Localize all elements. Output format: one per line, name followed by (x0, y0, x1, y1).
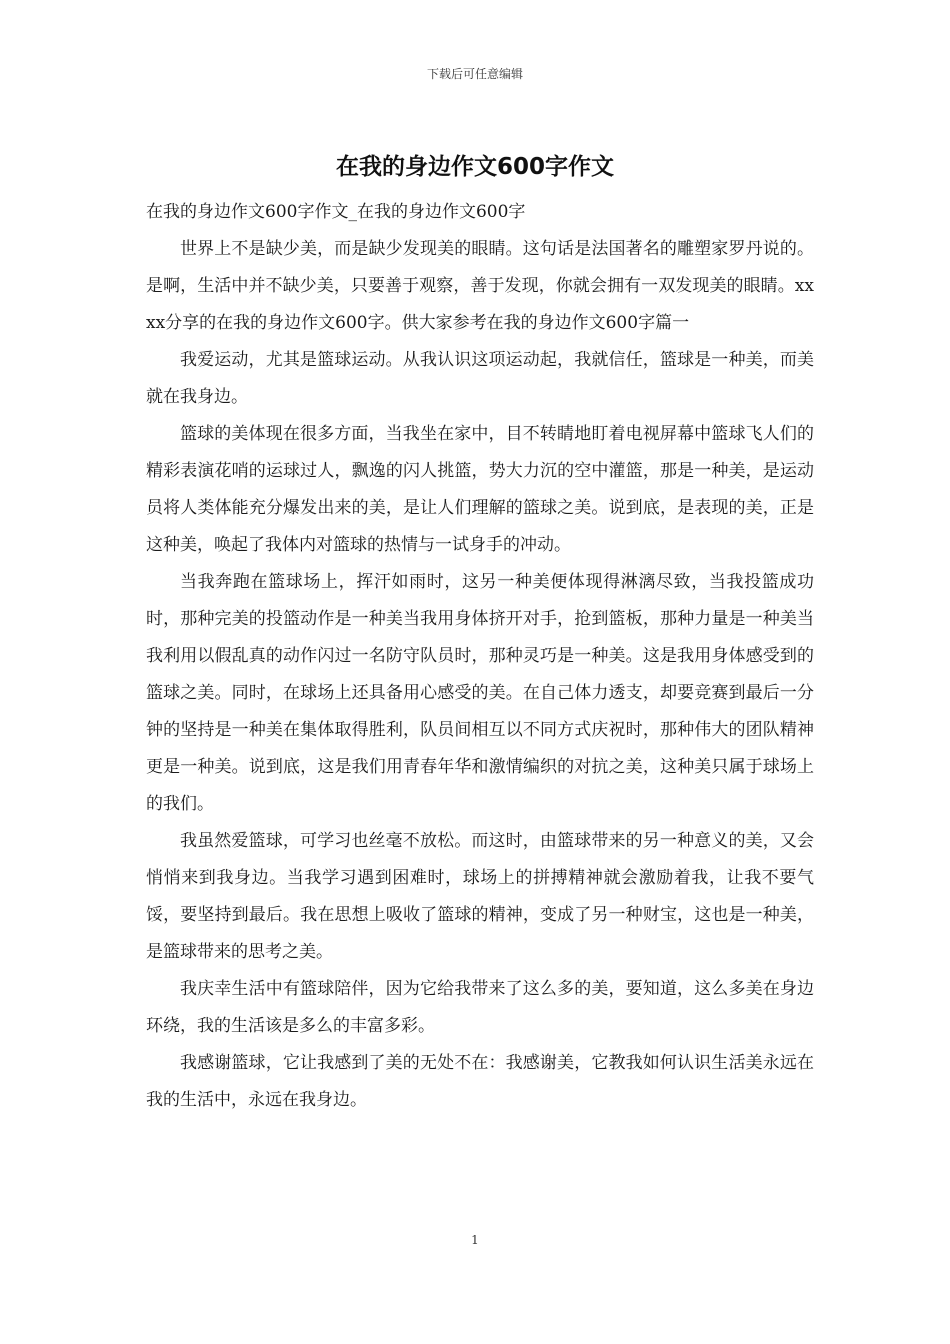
page-header: 下载后可任意编辑 (426, 67, 523, 81)
paragraph-4: 当我奔跑在篮球场上，挥汗如雨时，这另一种美便体现得淋漓尽致，当我投篮成功时，那种完美的投篮动作是一种美当我用身体挤开对手，抢到篮板，那种力量是一种美当我利用以假乱真的动作闪过一名防守队员时，那种灵巧是一种美。这是我用身体感受到的篮球之美。同时，在球场上还具备用心感受的美。在自己体力透支，却要竞赛到最后一分钟的坚持是一种美在集体取得胜利，队员间相互以不同方式庆祝时，那种伟大的团队精神更是一种美。说到底，这是我们用青春年华和激情编织的对抗之美，这种美只属于球场上的我们。 (146, 572, 814, 814)
document-title: 在我的身边作文600字作文 (335, 154, 614, 180)
paragraph-6: 我庆幸生活中有篮球陪伴，因为它给我带来了这么多的美，要知道，这么多美在身边环绕，我的生活该是多么的丰富多彩。 (146, 979, 814, 1036)
document-body (146, 194, 814, 1119)
paragraph-5: 我虽然爱篮球，可学习也丝毫不放松。而这时，由篮球带来的另一种意义的美，又会悄悄来到我身边。当我学习遇到困难时，球场上的拼搏精神就会激励着我，让我不要气馁，要坚持到最后。我在思想上吸收了篮球的精神，变成了另一种财宝，这也是一种美，是篮球带来的思考之美。 (146, 831, 814, 962)
paragraph-1: 世界上不是缺少美，而是缺少发现美的眼睛。这句话是法国著名的雕塑家罗丹说的。是啊，生活中并不缺少美，只要善于观察，善于发现，你就会拥有一双发现美的眼睛。xxxx分享的在我的身边作文600字。供大家参考在我的身边作文600字篇一 (146, 239, 814, 333)
paragraph-7: 我感谢篮球，它让我感到了美的无处不在：我感谢美，它教我如何认识生活美永远在我的生活中，永远在我身边。 (146, 1053, 814, 1110)
paragraph-2: 我爱运动，尤其是篮球运动。从我认识这项运动起，我就信任，篮球是一种美，而美就在我身边。 (146, 350, 814, 407)
paragraph-3: 篮球的美体现在很多方面，当我坐在家中，目不转睛地盯着电视屏幕中篮球飞人们的精彩表演花哨的运球过人，飘逸的闪人挑篮，势大力沉的空中灌篮，那是一种美，是运动员将人类体能充分爆发出来的美，是让人们理解的篮球之美。说到底，是表现的美，正是这种美，唤起了我体内对篮球的热情与一试身手的冲动。 (146, 424, 814, 555)
page-number: 1 (471, 1233, 479, 1247)
document-subtitle: 在我的身边作文600字作文_在我的身边作文600字 (146, 202, 526, 222)
